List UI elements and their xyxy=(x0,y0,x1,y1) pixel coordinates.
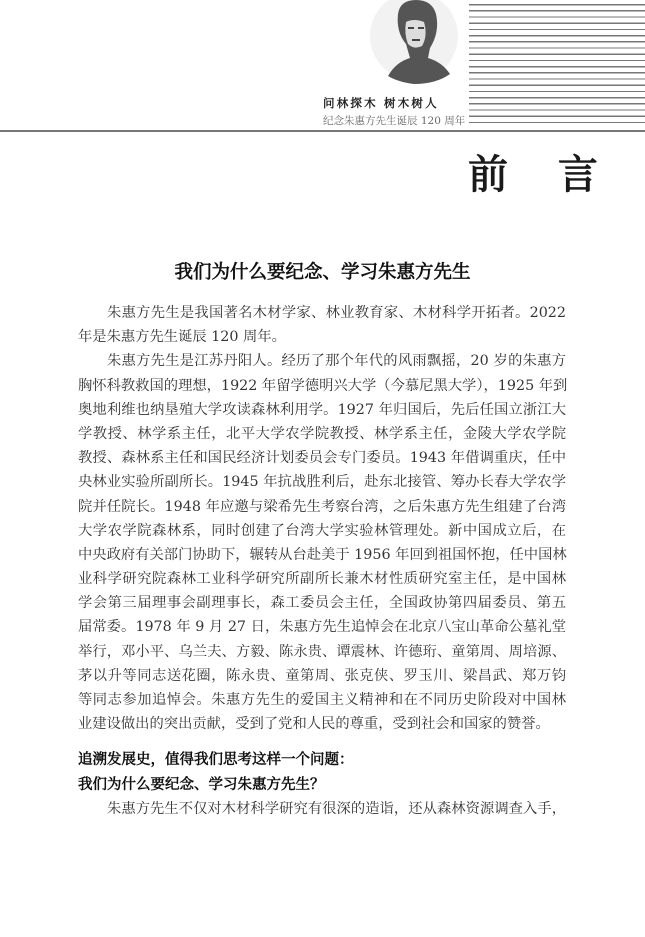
header-divider xyxy=(0,130,645,132)
text-line: 朱惠方先生是我国著名木材学家、林业教育家、木材科学开拓者。2022 xyxy=(107,305,566,321)
text-line: 朱惠方先生是江苏丹阳人。经历了那个年代的风雨飘摇，20 岁的朱惠方 xyxy=(107,353,566,370)
paragraph-gap xyxy=(78,736,566,748)
header-motto: 问林探木 树木树人 xyxy=(323,96,439,110)
text-line: 举行，邓小平、乌兰夫、方毅、陈永贵、谭震林、许德珩、童第周、周培源、 xyxy=(78,643,566,660)
text-line: 朱惠方先生不仅对木材科学研究有很深的造诣，还从森林资源调查入手， xyxy=(107,800,566,817)
header-subtitle: 纪念朱惠方先生诞辰 120 周年 xyxy=(323,115,466,127)
text-line: 业科学研究院森林工业科学研究所副所长兼木材性质研究室主任，是中国林 xyxy=(78,571,566,588)
text-line: 届常委。1978 年 9 月 27 日，朱惠方先生追悼会在北京八宝山革命公墓礼堂 xyxy=(78,619,566,636)
text-line: 追溯发展史，值得我们思考这样一个问题： xyxy=(78,752,354,769)
text-line: 我们为什么要纪念、学习朱惠方先生？ xyxy=(78,776,325,793)
body-text xyxy=(78,301,566,821)
portrait-icon xyxy=(366,0,462,84)
text-line: 央林业实验所副所长。1945 年抗战胜利后，赴东北接管、筹办长春大学农学 xyxy=(78,474,566,491)
text-line: 院并任院长。1948 年应邀与梁希先生考察台湾，之后朱惠方先生组建了台湾 xyxy=(78,498,566,515)
text-line: 大学农学院森林系，同时创建了台湾大学实验林管理处。新中国成立后，在 xyxy=(78,522,566,539)
decorative-lines xyxy=(469,4,645,126)
text-line: 中央政府有关部门协助下，辗转从台赴美于 1956 年回到祖国怀抱，任中国林 xyxy=(78,546,567,563)
text-line: 茅以升等同志送花圈，陈永贵、童第周、张克侠、罗玉川、梁昌武、郑万钧 xyxy=(78,667,566,684)
text-line: 奥地利维也纳垦殖大学攻读森林利用学。1927 年归国后，先后任国立浙江大 xyxy=(78,401,566,418)
text-line: 学会第三届理事会副理事长，森工委员会主任，全国政协第四届委员、第五 xyxy=(78,595,566,612)
page-title: 前 言 xyxy=(468,152,616,198)
text-line: 胸怀科教救国的理想，1922 年留学德明兴大学（今慕尼黑大学），1925 年到 xyxy=(78,377,568,394)
text-line: 等同志参加追悼会。朱惠方先生的爱国主义精神和在不同历史阶段对中国林 xyxy=(78,692,566,708)
text-line: 业建设做出的突出贡献，受到了党和人民的尊重，受到社会和国家的赞誉。 xyxy=(78,716,550,733)
section-heading: 我们为什么要纪念、学习朱惠方先生 xyxy=(174,262,471,283)
portrait-image xyxy=(366,0,462,84)
text-line: 学教授、林学系主任，北平大学农学院教授、林学系主任，金陵大学农学院 xyxy=(78,425,566,442)
text-line: 教授、森林系主任和国民经济计划委员会专门委员。1943 年借调重庆，任中 xyxy=(78,450,566,467)
text-line: 年是朱惠方先生诞辰 120 周年。 xyxy=(78,329,286,346)
